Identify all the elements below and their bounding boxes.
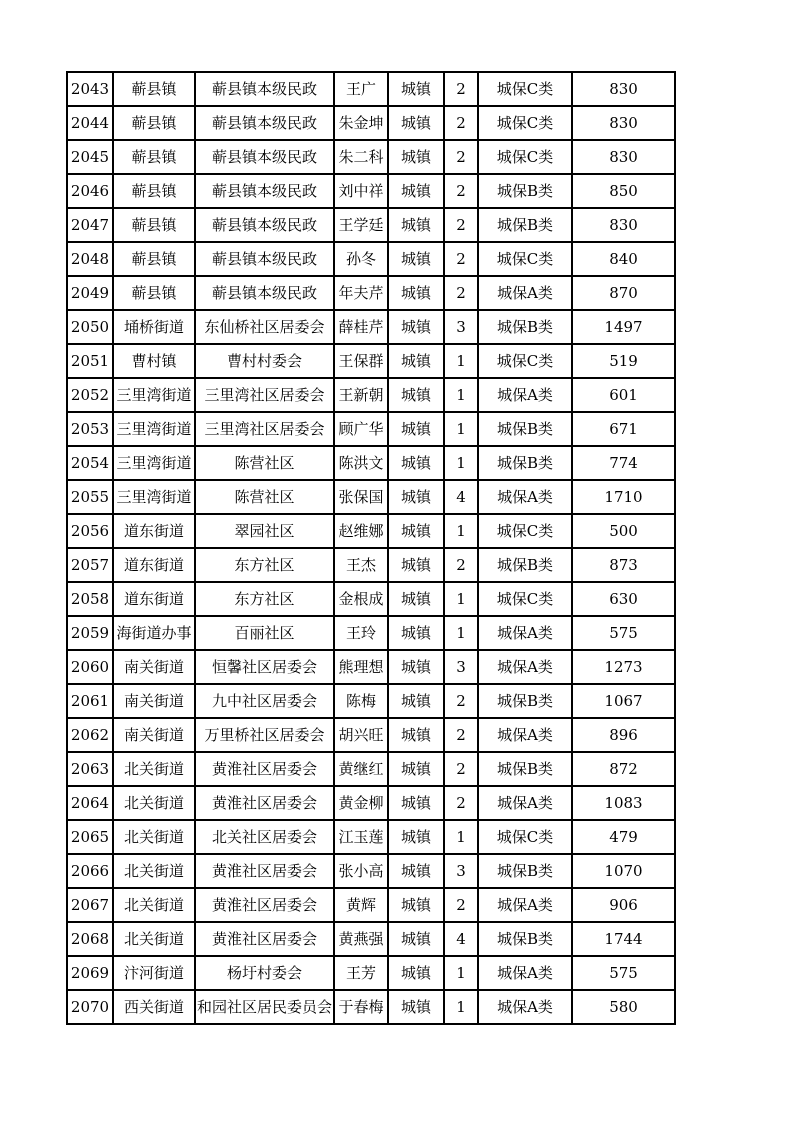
cell-town-or-street: 北关街道 [113,820,195,854]
cell-household-count: 1 [444,956,478,990]
cell-serial-number: 2044 [67,106,113,140]
table-row [67,72,675,106]
cell-amount: 830 [572,208,675,242]
cell-person-name: 赵维娜 [334,514,388,548]
table-row [67,650,675,684]
cell-person-name: 王学廷 [334,208,388,242]
cell-town-or-street: 埇桥街道 [113,310,195,344]
cell-residence-type: 城镇 [388,854,444,888]
cell-household-count: 1 [444,378,478,412]
cell-serial-number: 2065 [67,820,113,854]
cell-organization: 蕲县镇本级民政 [195,242,334,276]
cell-organization: 陈营社区 [195,446,334,480]
cell-organization: 蕲县镇本级民政 [195,72,334,106]
table-row [67,990,675,1024]
cell-person-name: 王广 [334,72,388,106]
cell-organization: 蕲县镇本级民政 [195,276,334,310]
cell-assistance-category: 城保C类 [478,72,572,106]
cell-town-or-street: 南关街道 [113,650,195,684]
cell-person-name: 陈洪文 [334,446,388,480]
cell-household-count: 2 [444,718,478,752]
cell-amount: 830 [572,106,675,140]
cell-person-name: 张保国 [334,480,388,514]
cell-residence-type: 城镇 [388,548,444,582]
cell-amount: 1070 [572,854,675,888]
cell-amount: 479 [572,820,675,854]
cell-town-or-street: 西关街道 [113,990,195,1024]
table-row [67,888,675,922]
table-row [67,548,675,582]
cell-household-count: 2 [444,752,478,786]
table-body [67,72,675,1024]
cell-person-name: 王芳 [334,956,388,990]
table-row [67,582,675,616]
cell-assistance-category: 城保A类 [478,888,572,922]
cell-person-name: 黄金柳 [334,786,388,820]
cell-household-count: 4 [444,480,478,514]
cell-organization: 翠园社区 [195,514,334,548]
table-row [67,752,675,786]
cell-residence-type: 城镇 [388,718,444,752]
cell-serial-number: 2055 [67,480,113,514]
cell-town-or-street: 三里湾街道 [113,378,195,412]
cell-amount: 830 [572,72,675,106]
cell-organization: 万里桥社区居委会 [195,718,334,752]
cell-household-count: 2 [444,208,478,242]
cell-town-or-street: 蕲县镇 [113,72,195,106]
cell-household-count: 2 [444,548,478,582]
cell-serial-number: 2060 [67,650,113,684]
cell-serial-number: 2061 [67,684,113,718]
cell-town-or-street: 蕲县镇 [113,276,195,310]
cell-assistance-category: 城保C类 [478,582,572,616]
cell-person-name: 朱二科 [334,140,388,174]
cell-person-name: 黄燕强 [334,922,388,956]
cell-household-count: 2 [444,72,478,106]
cell-assistance-category: 城保B类 [478,922,572,956]
cell-town-or-street: 汴河街道 [113,956,195,990]
cell-household-count: 3 [444,650,478,684]
cell-person-name: 年夫芹 [334,276,388,310]
cell-household-count: 2 [444,786,478,820]
cell-organization: 蕲县镇本级民政 [195,174,334,208]
cell-person-name: 刘中祥 [334,174,388,208]
cell-organization: 北关社区居委会 [195,820,334,854]
cell-assistance-category: 城保C类 [478,820,572,854]
cell-residence-type: 城镇 [388,208,444,242]
cell-person-name: 王玲 [334,616,388,650]
cell-amount: 1497 [572,310,675,344]
cell-organization: 东方社区 [195,548,334,582]
cell-person-name: 金根成 [334,582,388,616]
cell-amount: 1067 [572,684,675,718]
cell-serial-number: 2070 [67,990,113,1024]
cell-town-or-street: 蕲县镇 [113,242,195,276]
benefits-table [66,71,676,1025]
table-row [67,718,675,752]
cell-serial-number: 2045 [67,140,113,174]
cell-residence-type: 城镇 [388,956,444,990]
cell-organization: 东仙桥社区居委会 [195,310,334,344]
cell-organization: 蕲县镇本级民政 [195,140,334,174]
cell-town-or-street: 三里湾街道 [113,480,195,514]
cell-person-name: 薛桂芹 [334,310,388,344]
table-row [67,344,675,378]
cell-assistance-category: 城保B类 [478,548,572,582]
cell-household-count: 2 [444,684,478,718]
cell-assistance-category: 城保A类 [478,616,572,650]
cell-serial-number: 2066 [67,854,113,888]
cell-residence-type: 城镇 [388,480,444,514]
cell-serial-number: 2052 [67,378,113,412]
cell-person-name: 陈梅 [334,684,388,718]
cell-person-name: 胡兴旺 [334,718,388,752]
cell-residence-type: 城镇 [388,412,444,446]
cell-town-or-street: 蕲县镇 [113,140,195,174]
cell-town-or-street: 蕲县镇 [113,174,195,208]
cell-serial-number: 2049 [67,276,113,310]
cell-residence-type: 城镇 [388,650,444,684]
cell-serial-number: 2068 [67,922,113,956]
cell-amount: 872 [572,752,675,786]
cell-town-or-street: 道东街道 [113,548,195,582]
cell-person-name: 黄继红 [334,752,388,786]
cell-organization: 黄淮社区居委会 [195,888,334,922]
cell-assistance-category: 城保A类 [478,990,572,1024]
table-row [67,786,675,820]
cell-assistance-category: 城保B类 [478,174,572,208]
cell-organization: 杨圩村委会 [195,956,334,990]
cell-household-count: 1 [444,582,478,616]
cell-residence-type: 城镇 [388,752,444,786]
cell-household-count: 1 [444,446,478,480]
cell-assistance-category: 城保B类 [478,854,572,888]
cell-organization: 东方社区 [195,582,334,616]
cell-organization: 蕲县镇本级民政 [195,106,334,140]
table-row [67,956,675,990]
cell-town-or-street: 三里湾街道 [113,412,195,446]
cell-assistance-category: 城保B类 [478,446,572,480]
table-row [67,480,675,514]
table-row [67,684,675,718]
cell-person-name: 王新朝 [334,378,388,412]
cell-assistance-category: 城保A类 [478,718,572,752]
cell-household-count: 1 [444,990,478,1024]
cell-serial-number: 2054 [67,446,113,480]
cell-town-or-street: 南关街道 [113,718,195,752]
cell-town-or-street: 蕲县镇 [113,208,195,242]
cell-assistance-category: 城保A类 [478,786,572,820]
cell-residence-type: 城镇 [388,446,444,480]
cell-serial-number: 2050 [67,310,113,344]
cell-serial-number: 2056 [67,514,113,548]
cell-assistance-category: 城保B类 [478,412,572,446]
table-row [67,140,675,174]
cell-residence-type: 城镇 [388,276,444,310]
cell-organization: 九中社区居委会 [195,684,334,718]
cell-town-or-street: 南关街道 [113,684,195,718]
cell-town-or-street: 北关街道 [113,752,195,786]
cell-serial-number: 2051 [67,344,113,378]
cell-person-name: 顾广华 [334,412,388,446]
cell-serial-number: 2064 [67,786,113,820]
cell-residence-type: 城镇 [388,140,444,174]
cell-serial-number: 2067 [67,888,113,922]
cell-amount: 1083 [572,786,675,820]
cell-person-name: 王杰 [334,548,388,582]
table-row [67,616,675,650]
cell-organization: 和园社区居民委员会 [195,990,334,1024]
cell-household-count: 1 [444,412,478,446]
cell-assistance-category: 城保C类 [478,106,572,140]
table-row [67,378,675,412]
table-row [67,446,675,480]
cell-household-count: 1 [444,616,478,650]
cell-household-count: 1 [444,514,478,548]
cell-household-count: 2 [444,276,478,310]
cell-amount: 873 [572,548,675,582]
cell-assistance-category: 城保A类 [478,956,572,990]
table-row [67,242,675,276]
cell-person-name: 孙冬 [334,242,388,276]
cell-residence-type: 城镇 [388,242,444,276]
cell-amount: 575 [572,956,675,990]
cell-amount: 580 [572,990,675,1024]
cell-assistance-category: 城保B类 [478,208,572,242]
cell-assistance-category: 城保A类 [478,480,572,514]
cell-household-count: 3 [444,854,478,888]
cell-residence-type: 城镇 [388,990,444,1024]
table-row [67,820,675,854]
cell-amount: 774 [572,446,675,480]
cell-household-count: 3 [444,310,478,344]
cell-residence-type: 城镇 [388,616,444,650]
cell-organization: 三里湾社区居委会 [195,412,334,446]
cell-town-or-street: 北关街道 [113,786,195,820]
cell-residence-type: 城镇 [388,344,444,378]
table-row [67,276,675,310]
cell-assistance-category: 城保A类 [478,276,572,310]
cell-organization: 三里湾社区居委会 [195,378,334,412]
cell-town-or-street: 道东街道 [113,582,195,616]
cell-residence-type: 城镇 [388,582,444,616]
cell-serial-number: 2059 [67,616,113,650]
cell-person-name: 张小高 [334,854,388,888]
table-row [67,174,675,208]
cell-household-count: 2 [444,174,478,208]
table-row [67,412,675,446]
cell-residence-type: 城镇 [388,106,444,140]
cell-person-name: 朱金坤 [334,106,388,140]
table-row [67,854,675,888]
cell-serial-number: 2053 [67,412,113,446]
cell-amount: 575 [572,616,675,650]
cell-town-or-street: 海街道办事 [113,616,195,650]
cell-serial-number: 2057 [67,548,113,582]
cell-residence-type: 城镇 [388,174,444,208]
cell-town-or-street: 北关街道 [113,854,195,888]
cell-serial-number: 2069 [67,956,113,990]
cell-person-name: 王保群 [334,344,388,378]
cell-amount: 500 [572,514,675,548]
cell-organization: 蕲县镇本级民政 [195,208,334,242]
cell-household-count: 2 [444,242,478,276]
cell-amount: 840 [572,242,675,276]
cell-serial-number: 2048 [67,242,113,276]
cell-town-or-street: 北关街道 [113,922,195,956]
cell-town-or-street: 北关街道 [113,888,195,922]
cell-residence-type: 城镇 [388,378,444,412]
cell-amount: 601 [572,378,675,412]
cell-amount: 850 [572,174,675,208]
cell-person-name: 熊理想 [334,650,388,684]
cell-household-count: 2 [444,140,478,174]
table-row [67,310,675,344]
cell-amount: 630 [572,582,675,616]
cell-amount: 830 [572,140,675,174]
cell-organization: 百丽社区 [195,616,334,650]
cell-residence-type: 城镇 [388,888,444,922]
cell-organization: 黄淮社区居委会 [195,786,334,820]
cell-household-count: 4 [444,922,478,956]
cell-organization: 黄淮社区居委会 [195,752,334,786]
cell-residence-type: 城镇 [388,786,444,820]
cell-town-or-street: 蕲县镇 [113,106,195,140]
table-row [67,922,675,956]
cell-assistance-category: 城保B类 [478,684,572,718]
cell-serial-number: 2043 [67,72,113,106]
cell-amount: 870 [572,276,675,310]
cell-assistance-category: 城保B类 [478,310,572,344]
cell-assistance-category: 城保C类 [478,344,572,378]
cell-assistance-category: 城保A类 [478,650,572,684]
cell-residence-type: 城镇 [388,72,444,106]
cell-household-count: 1 [444,820,478,854]
cell-amount: 1273 [572,650,675,684]
cell-person-name: 于春梅 [334,990,388,1024]
cell-assistance-category: 城保C类 [478,514,572,548]
cell-organization: 黄淮社区居委会 [195,922,334,956]
cell-serial-number: 2062 [67,718,113,752]
cell-household-count: 2 [444,106,478,140]
table-row [67,208,675,242]
cell-town-or-street: 曹村镇 [113,344,195,378]
cell-serial-number: 2047 [67,208,113,242]
table-row [67,514,675,548]
table-row [67,106,675,140]
cell-organization: 黄淮社区居委会 [195,854,334,888]
cell-person-name: 江玉莲 [334,820,388,854]
cell-residence-type: 城镇 [388,684,444,718]
cell-organization: 恒馨社区居委会 [195,650,334,684]
cell-assistance-category: 城保A类 [478,378,572,412]
cell-household-count: 2 [444,888,478,922]
cell-amount: 519 [572,344,675,378]
cell-assistance-category: 城保C类 [478,140,572,174]
cell-amount: 896 [572,718,675,752]
cell-residence-type: 城镇 [388,310,444,344]
cell-amount: 906 [572,888,675,922]
cell-organization: 陈营社区 [195,480,334,514]
cell-town-or-street: 道东街道 [113,514,195,548]
cell-residence-type: 城镇 [388,922,444,956]
cell-organization: 曹村村委会 [195,344,334,378]
cell-serial-number: 2058 [67,582,113,616]
cell-serial-number: 2063 [67,752,113,786]
cell-amount: 1744 [572,922,675,956]
cell-amount: 671 [572,412,675,446]
cell-residence-type: 城镇 [388,514,444,548]
cell-amount: 1710 [572,480,675,514]
cell-household-count: 1 [444,344,478,378]
cell-assistance-category: 城保B类 [478,752,572,786]
cell-person-name: 黄辉 [334,888,388,922]
cell-assistance-category: 城保C类 [478,242,572,276]
cell-residence-type: 城镇 [388,820,444,854]
cell-town-or-street: 三里湾街道 [113,446,195,480]
cell-serial-number: 2046 [67,174,113,208]
